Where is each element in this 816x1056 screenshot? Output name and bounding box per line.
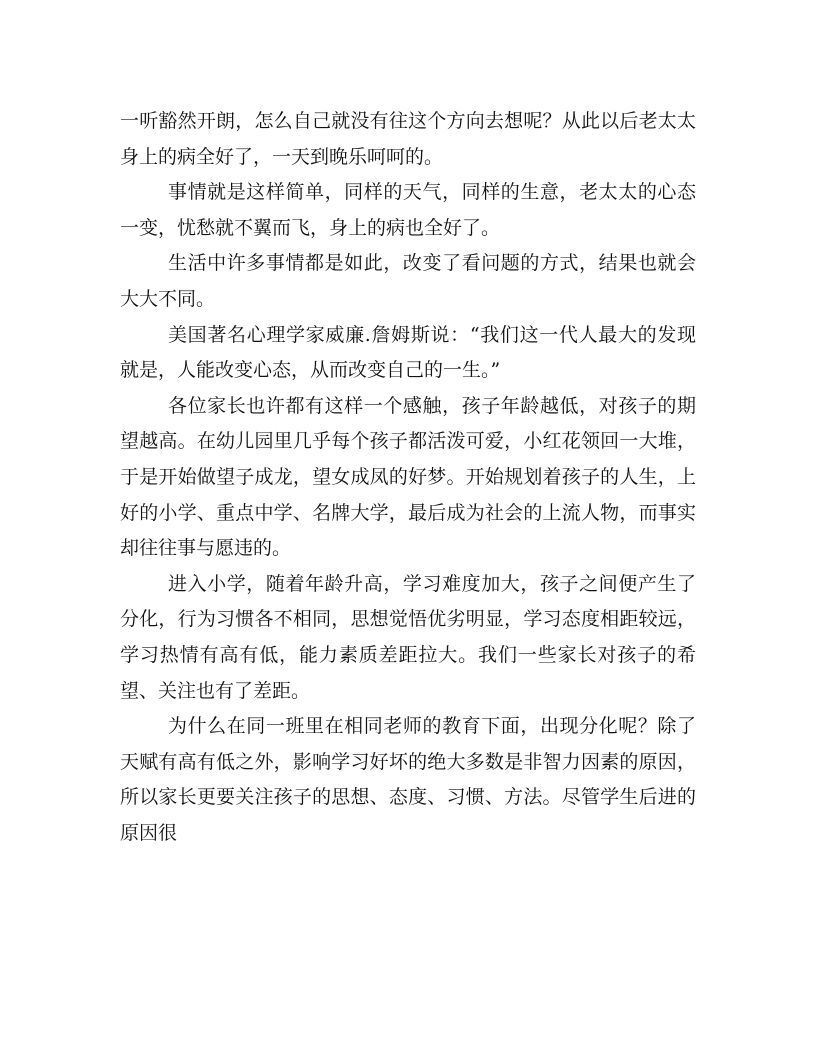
- paragraph-1: 一听豁然开朗，怎么自己就没有往这个方向去想呢？从此以后老太太身上的病全好了，一天到晚乐呵呵的。: [120, 110, 696, 168]
- paragraph-3: 生活中许多事情都是如此，改变了看问题的方式，结果也就会大大不同。: [120, 252, 696, 310]
- paragraph-5: 各位家长也许都有这样一个感触，孩子年龄越低，对孩子的期望越高。在幼儿园里几乎每个孩子都活泼可爱，小红花领回一大堆，于是开始做望子成龙，望女成凤的好梦。开始规划着孩子的人生，上好的小学、重点中学、名牌大学，最后成为社会的上流人物，而事实却往往事与愿违的。: [120, 394, 696, 560]
- paragraph-7: 为什么在同一班里在相同老师的教育下面，出现分化呢？除了天赋有高有低之外，影响学习好坏的绝大多数是非智力因素的原因，所以家长更要关注孩子的思想、态度、习惯、方法。尽管学生后进的原因很: [120, 715, 696, 844]
- paragraph-6: 进入小学，随着年龄升高，学习难度加大，孩子之间便产生了分化，行为习惯各不相同，思想觉悟优劣明显，学习态度相距较远，学习热情有高有低，能力素质差距拉大。我们一些家长对孩子的希望、关注也有了差距。: [120, 572, 696, 702]
- paragraph-2: 事情就是这样简单，同样的天气，同样的生意，老太太的心态一变，忧愁就不翼而飞，身上的病也全好了。: [120, 181, 696, 239]
- body-text: [120, 104, 696, 851]
- paragraph-4: 美国著名心理学家威廉.詹姆斯说：“我们这一代人最大的发现就是，人能改变心态，从而改变自己的一生。”: [120, 323, 696, 382]
